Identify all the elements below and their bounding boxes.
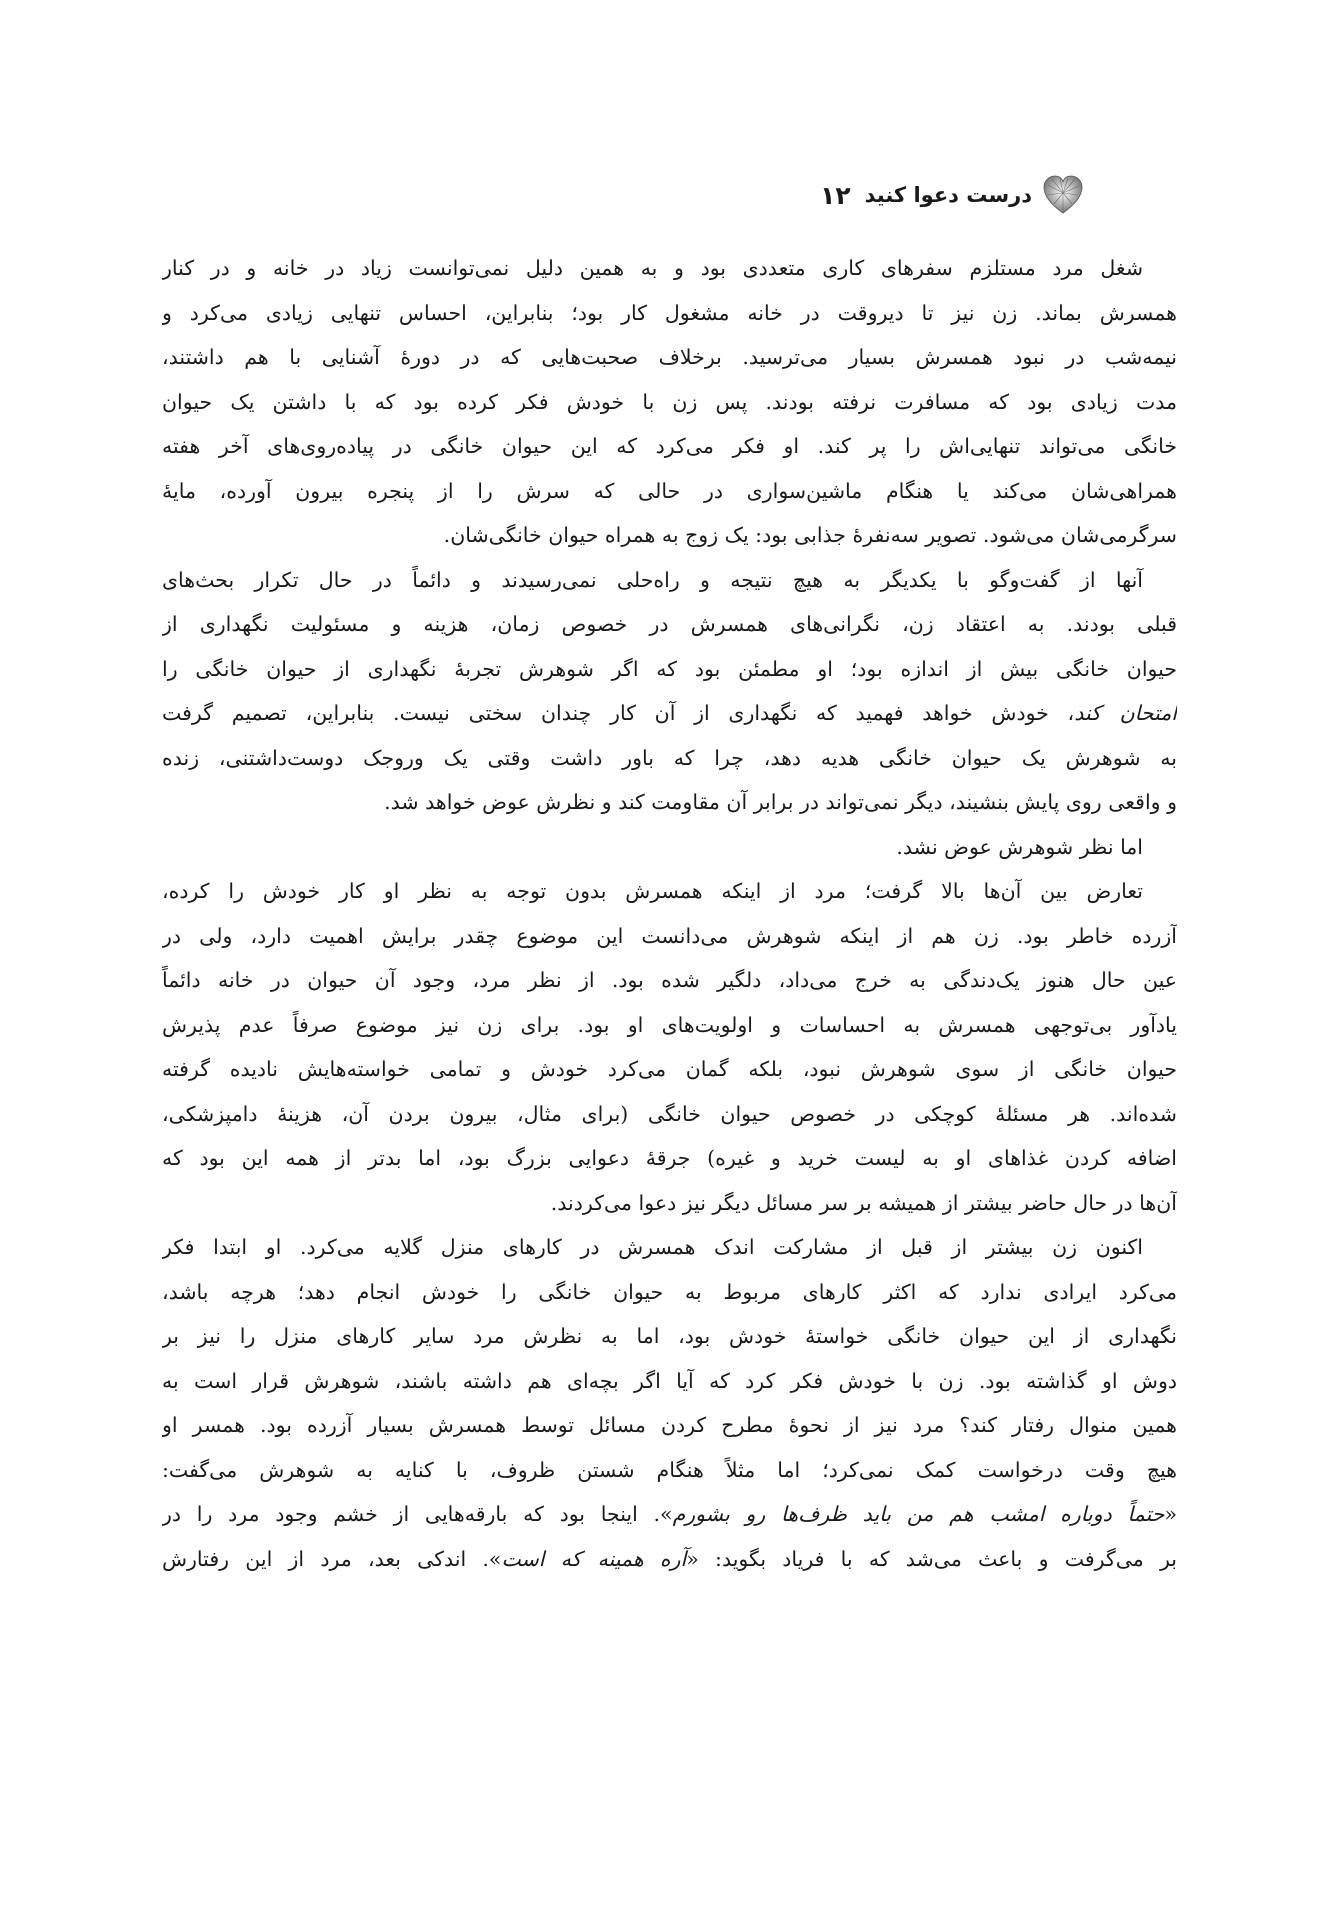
text-line: شغل مرد مستلزم سفرهای کاری متعددی بود و به همین دلیل نمی‌توانست زیاد در خانه و در کنار	[162, 256, 1143, 280]
running-header	[820, 175, 1084, 215]
text-line-with-italic	[162, 691, 1177, 736]
body-text	[162, 246, 1177, 1581]
text-line: همراهی‌شان می‌کند یا هنگام ماشین‌سواری در حالی که سرش را از پنجره بیرون آورده، مایهٔ	[162, 478, 1177, 503]
header-title-group	[865, 175, 1084, 215]
text-line: حیوان خانگی بیش از اندازه بود؛ او مطمئن بود که اگر شوهرش تجربهٔ نگهداری از حیوان خانگی را	[162, 656, 1177, 681]
text-line: دوش او گذاشته بود. زن با خودش فکر کرد که آیا اگر بچه‌ای هم داشته باشند، شوهرش قرار است به	[162, 1368, 1177, 1393]
text-line: قبلی بودند. به اعتقاد زن، نگرانی‌های همسرش در خصوص زمان، هزینه و مسئولیت نگهداری از	[162, 612, 1177, 636]
italic-phrase: حتماً دوباره امشب هم من باید ظرف‌ها رو بشورم	[672, 1502, 1165, 1526]
text-line: سرگرمی‌شان می‌شود. تصویر سه‌نفرهٔ جذابی بود: یک زوج به همراه حیوان خانگی‌شان.	[443, 523, 1177, 547]
text-line: نیمه‌شب در نبود همسرش بسیار می‌ترسید. برخلاف صحبت‌هایی که در دورهٔ آشنایی با هم داشتند،	[162, 345, 1177, 369]
text-line: اضافه کردن غذاهای او به لیست خرید و غیره) جرقهٔ دعوایی بزرگ بود، اما بدتر از همه این بود که	[162, 1146, 1177, 1170]
heart-icon	[1042, 175, 1084, 215]
text-line: عین حال هنوز یک‌دندگی به خرج می‌داد، دلگیر شده بود. از نظر مرد، وجود آن حیوان در خانه دائماً	[162, 968, 1177, 992]
italic-phrase: امتحان کند	[1074, 701, 1177, 725]
text-line: هیچ وقت درخواست کمک نمی‌کرد؛ اما مثلاً هنگام شستن ظروف، با کنایه به شوهرش می‌گفت:	[162, 1457, 1177, 1482]
text-line: تعارض بین آن‌ها بالا گرفت؛ مرد از اینکه همسرش بدون توجه به نظر او کار خودش را کرده،	[162, 879, 1143, 903]
text-line: همسرش بماند. زن نیز تا دیروقت در خانه مشغول کار بود؛ بنابراین، احساس تنهایی زیادی می‌کرد و	[162, 300, 1177, 325]
paragraph-4	[162, 869, 1177, 1225]
text-line-with-italic: بر می‌گرفت و باعث می‌شد که با فریاد بگوید: «آره همینه که است». اندکی بعد، مرد از این رفتارش	[162, 1546, 1177, 1571]
text-line: به شوهرش یک حیوان خانگی هدیه دهد، چرا که باور داشت وقتی یک وروجک دوست‌داشتنی، زنده	[162, 745, 1177, 770]
paragraph-3	[162, 825, 1177, 870]
paragraph-5	[162, 1225, 1177, 1581]
text-line-rest: ، خودش خواهد فهمید که نگهداری از آن کار چندان سختی نیست. بنابراین، تصمیم گرفت	[162, 701, 1075, 725]
text-line: یادآور بی‌توجهی همسرش به احساسات و اولویت‌های او بود. برای زن نیز موضوع صرفاً عدم پذیرش	[162, 1012, 1177, 1037]
text-line: نگهداری از این حیوان خانگی خواستهٔ خودش بود، اما به نظرش مرد سایر کارهای منزل را نیز بر	[162, 1324, 1177, 1348]
text-line-with-italic: «حتماً دوباره امشب هم من باید ظرف‌ها رو بشورم». اینجا بود که بارقه‌هایی از خشم وجود مرد را در	[162, 1502, 1177, 1526]
text-line: شده‌اند. هر مسئلهٔ کوچکی در خصوص حیوان خانگی (برای مثال، بیرون بردن آن، هزینهٔ دامپزشکی،	[162, 1101, 1177, 1126]
text-line: اما نظر شوهرش عوض نشد.	[896, 834, 1143, 859]
text-line: حیوان خانگی از سوی شوهرش نبود، بلکه گمان می‌کرد خودش و تمامی خواسته‌هایش نادیده گرفته	[162, 1057, 1177, 1081]
text-line: و واقعی روی پایش بنشیند، دیگر نمی‌تواند در برابر آن مقاومت کند و نظرش عوض خواهد شد.	[384, 790, 1177, 814]
text-line: خانگی می‌تواند تنهایی‌اش را پر کند. او فکر می‌کرد که این حیوان خانگی در پیاده‌روی‌های آخر هفته	[162, 434, 1177, 458]
text-line: اکنون زن بیشتر از قبل از مشارکت اندک همسرش در کارهای منزل گلایه می‌کرد. او ابتدا فکر	[162, 1235, 1143, 1259]
paragraph-1	[162, 246, 1177, 558]
italic-phrase: آره همینه که است	[501, 1546, 687, 1571]
text-line: مدت زیادی بود که مسافرت نرفته بودند. پس زن با خودش فکر کرده بود که با داشتن یک حیوان	[162, 389, 1177, 414]
text-line: همین منوال رفتار کند؟ مرد نیز از نحوهٔ مطرح کردن مسائل توسط همسرش بسیار آزرده بود. همسر او	[162, 1413, 1177, 1437]
text-line: آنها از گفت‌وگو با یکدیگر به هیچ نتیجه و راه‌حلی نمی‌رسیدند و دائماً در حال تکرار بحث‌های	[162, 567, 1143, 592]
page-number: ۱۲	[820, 180, 851, 210]
text-line: می‌کرد ایرادی ندارد که اکثر کارهای مربوط به حیوان خانگی را خودش انجام دهد؛ هرچه باشد،	[162, 1279, 1177, 1304]
text-line: آزرده خاطر بود. زن هم از اینکه شوهرش می‌دانست این موضوع چقدر برایش اهمیت دارد، ولی در	[162, 923, 1177, 948]
paragraph-2	[162, 558, 1177, 825]
text-line: آن‌ها در حال حاضر بیشتر از همیشه بر سر مسائل دیگر نیز دعوا می‌کردند.	[550, 1190, 1177, 1215]
book-title: درست دعوا کنید	[864, 183, 1032, 207]
